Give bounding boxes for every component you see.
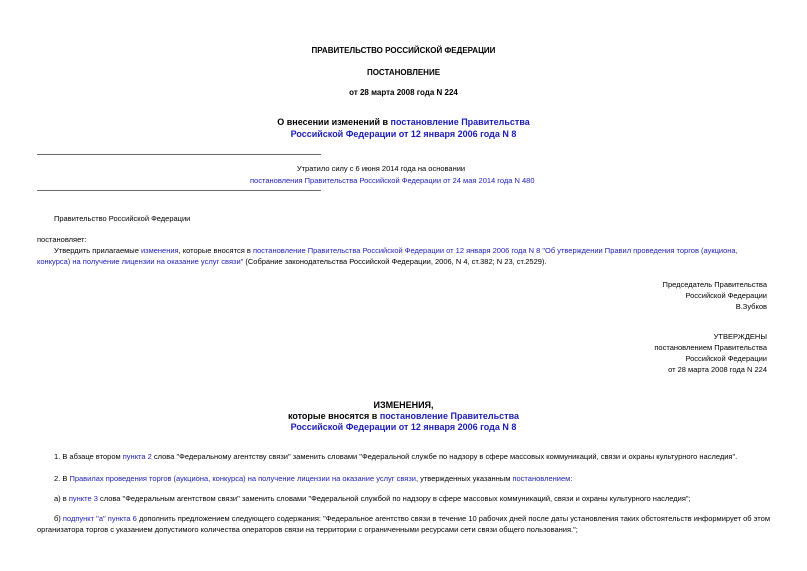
item-a-prefix: а) в [54, 494, 69, 503]
document-type: ПОСТАНОВЛЕНИЕ [366, 68, 441, 77]
item-2-mid: , утвержденных указанным [415, 474, 513, 483]
document-title [0, 117, 807, 127]
approved-line4: от 28 марта 2008 года N 224 [668, 365, 767, 374]
item-a-link[interactable]: пункте 3 [68, 494, 98, 503]
title-decree-link[interactable]: постановление Правительства [390, 117, 530, 127]
signature-name: В.Зубков [735, 302, 767, 311]
title-decree-link-line2[interactable]: Российской Федерации от 12 января 2006 года N 8 [290, 129, 517, 139]
item-2-prefix: 2. В [54, 474, 70, 483]
changes-title: ИЗМЕНЕНИЯ, [373, 400, 434, 410]
changes-decree-link[interactable]: постановление Правительства [379, 411, 520, 421]
document-title-line2 [0, 129, 807, 139]
item-b-link[interactable]: подпункт "а" пункта 6 [62, 514, 137, 523]
changes-subtitle-prefix: которые вносятся в [287, 411, 380, 421]
approved-line3: Российской Федерации [685, 354, 767, 363]
separator-top [37, 154, 321, 155]
item-1-prefix: 1. В абзаце втором [54, 452, 123, 461]
repeal-decree-link[interactable]: постановления Правительства Российской Федерации от 24 мая 2014 года N 480 [250, 176, 535, 185]
item-2-suffix: : [570, 474, 573, 483]
status-note-line1: Утратило силу с 6 июня 2014 года на основании [296, 164, 466, 173]
document-date: от 28 марта 2008 года N 224 [349, 88, 458, 97]
approved-line2: постановлением Правительства [654, 343, 767, 352]
preamble-text-prefix: Утвердить прилагаемые [54, 246, 141, 255]
preamble-text-suffix: (Собрание законодательства Российской Федерации, 2006, N 4, ст.382; N 23, ст.2529). [243, 256, 547, 266]
item-b-suffix: дополнить предложением следующего содержания: "Федеральное агентство связи в течение 10 рабочих дней после даты установления таких обстоятельств информирует об этом организатора торгов с указанием допустимого количества операторов связи на территории с ограниченными ресурсами сети связи общего пользования."; [37, 514, 770, 534]
preamble-government: Правительство Российской Федерации [54, 214, 191, 223]
item-2 [54, 474, 572, 483]
changes-subtitle-line2 [0, 422, 807, 432]
status-note-line2 [250, 176, 535, 185]
item-a-suffix: слова "Федеральным агентством связи" заменить словами "Федеральной службой по надзору в сфере массовых коммуникаций, связи и охраны культурного наследия"; [97, 494, 691, 503]
title-prefix: О внесении изменений в [277, 117, 391, 127]
item-a [54, 494, 691, 503]
item-1 [54, 452, 737, 461]
preamble-decree-word: постановляет: [37, 235, 87, 244]
separator-bottom [37, 190, 321, 191]
preamble-paragraph [37, 246, 770, 267]
changes-decree-link-line2[interactable]: Российской Федерации от 12 января 2006 года N 8 [290, 422, 517, 432]
preamble-text-mid: , которые вносятся в [178, 246, 253, 255]
item-1-link[interactable]: пункта 2 [122, 452, 152, 461]
item-b-prefix: б) [54, 514, 63, 523]
signature-position: Председатель Правительства [662, 280, 767, 289]
changes-link[interactable]: изменения [140, 246, 179, 255]
item-1-suffix: слова "Федеральному агентству связи" заменить словами "Федеральной службе по надзору в сфере массовых коммуникаций, связи и охраны культурного наследия". [151, 452, 738, 461]
approved-heading: УТВЕРЖДЕНЫ [713, 332, 767, 341]
signature-country: Российской Федерации [685, 291, 767, 300]
decree-8-link[interactable]: постановление Правительства Российской Федерации от 12 января 2006 года N 8 "Об утверждении Правил проведения торгов (аукциона, конкурса) на получение лицензии на оказание услуг связи" [37, 246, 738, 266]
item-2-decree-link[interactable]: постановлением [512, 474, 571, 483]
government-heading: ПРАВИТЕЛЬСТВО РОССИЙСКОЙ ФЕДЕРАЦИИ [311, 46, 496, 55]
changes-subtitle [0, 411, 807, 421]
item-b [37, 514, 770, 535]
item-2-rules-link[interactable]: Правилах проведения торгов (аукциона, конкурса) на получение лицензии на оказание услуг связи [69, 474, 416, 483]
